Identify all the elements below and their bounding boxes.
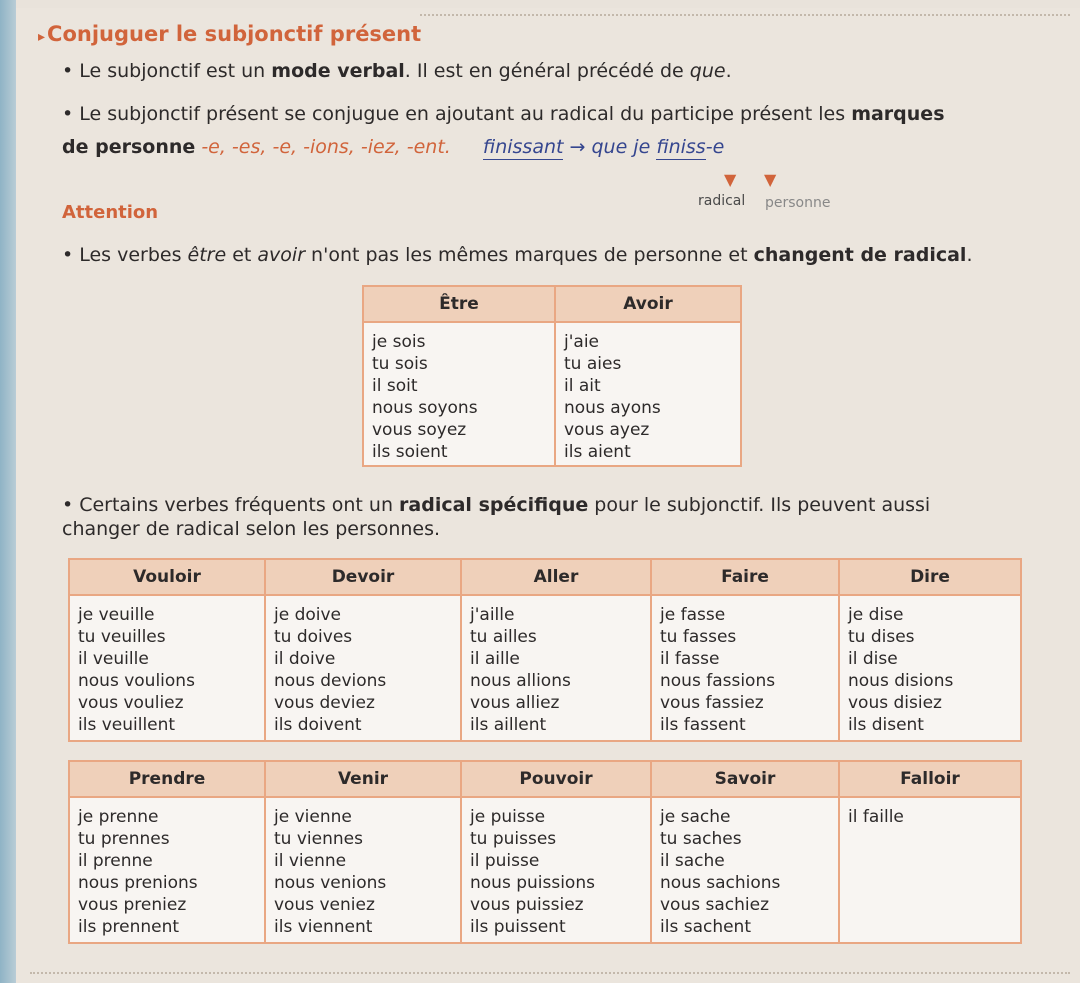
conjugation-cell: je fasse tu fasses il fasse nous fassions vous fassiez ils fassent <box>651 595 839 741</box>
rule-paragraph-3: • Les verbes être et avoir n'ont pas les mêmes marques de personne et changent de radical. <box>62 244 973 266</box>
conjugation-cell: je doive tu doives il doive nous devions vous deviez ils doivent <box>265 595 461 741</box>
table-header: Prendre <box>69 761 265 797</box>
label-radical: radical <box>698 193 746 209</box>
arrow-icon: → <box>569 136 586 158</box>
table-header: Avoir <box>555 286 741 322</box>
example-radical: finiss <box>656 136 706 158</box>
conjugation-cell: il faille <box>839 797 1021 943</box>
bullet-icon: • <box>62 103 74 125</box>
rule-paragraph-4-line-1: • Certains verbes fréquents ont un radical spécifique pour le subjonctif. Ils peuvent aussi <box>62 494 931 516</box>
table-header: Vouloir <box>69 559 265 595</box>
bullet-icon: • <box>62 60 74 82</box>
down-arrow-icon: ▼ <box>764 170 777 189</box>
rule-paragraph-2-line-1: • Le subjonctif présent se conjugue en ajoutant au radical du participe présent les marques <box>62 103 945 125</box>
table-irregular-verbs-2 <box>68 760 1022 944</box>
table-header: Pouvoir <box>461 761 651 797</box>
endings-list: -e, -es, -e, -ions, -iez, -ent. <box>201 136 451 158</box>
example-participle: finissant <box>482 136 564 158</box>
table-header: Dire <box>839 559 1021 595</box>
table-header: Venir <box>265 761 461 797</box>
table-header: Faire <box>651 559 839 595</box>
example-ending: -e <box>705 136 725 158</box>
table-header: Savoir <box>651 761 839 797</box>
down-arrow-icon: ▼ <box>724 170 737 189</box>
table-irregular-verbs-1 <box>68 558 1022 742</box>
rule-paragraph-2-line-2: de personne -e, -es, -e, -ions, -iez, -ent. finissant → que je finiss-e <box>62 136 725 158</box>
conjugation-cell: je sache tu saches il sache nous sachions vous sachiez ils sachent <box>651 797 839 943</box>
table-header: Aller <box>461 559 651 595</box>
conjugation-cell: je dise tu dises il dise nous disions vous disiez ils disent <box>839 595 1021 741</box>
conjugation-cell: je veuille tu veuilles il veuille nous voulions vous vouliez ils veuillent <box>69 595 265 741</box>
conjugation-cell: j'aie tu aies il ait nous ayons vous ayez ils aient <box>555 322 741 466</box>
table-header: Falloir <box>839 761 1021 797</box>
table-header: Devoir <box>265 559 461 595</box>
conjugation-cell: je sois tu sois il soit nous soyons vous soyez ils soient <box>363 322 555 466</box>
dotted-divider-bottom <box>30 972 1070 974</box>
section-heading: ▸Conjuguer le subjonctif présent <box>38 22 422 46</box>
attention-label: Attention <box>62 202 159 223</box>
bullet-icon: • <box>62 494 74 516</box>
label-personne: personne <box>765 195 831 211</box>
book-spine-edge <box>0 0 16 983</box>
bullet-icon: • <box>62 244 74 266</box>
rule-paragraph-4-line-2: changer de radical selon les personnes. <box>62 518 441 540</box>
conjugation-cell: j'aille tu ailles il aille nous allions vous alliez ils aillent <box>461 595 651 741</box>
table-header: Être <box>363 286 555 322</box>
conjugation-cell: je puisse tu puisses il puisse nous puissions vous puissiez ils puissent <box>461 797 651 943</box>
dotted-divider-top <box>420 14 1070 16</box>
table-etre-avoir <box>362 285 742 467</box>
conjugation-cell: je vienne tu viennes il vienne nous venions vous veniez ils viennent <box>265 797 461 943</box>
rule-paragraph-1: • Le subjonctif est un mode verbal. Il est en général précédé de que. <box>62 60 732 82</box>
heading-marker-icon: ▸ <box>38 29 46 45</box>
conjugation-cell: je prenne tu prennes il prenne nous prenions vous preniez ils prennent <box>69 797 265 943</box>
